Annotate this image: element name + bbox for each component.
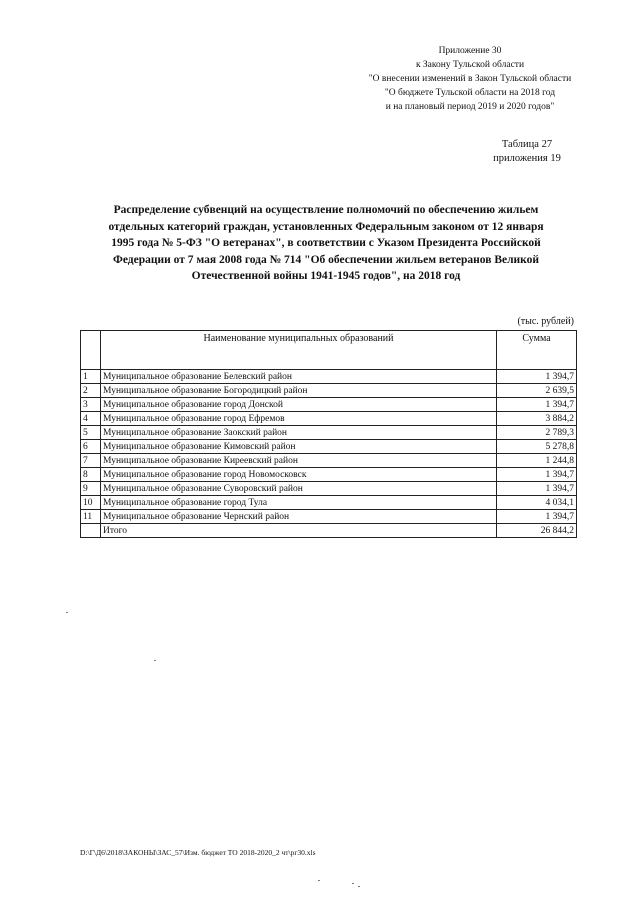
appendix-line: Приложение 30 <box>438 46 502 56</box>
table-row <box>81 496 577 510</box>
row-num: 9 <box>81 482 101 496</box>
table-row <box>81 440 577 454</box>
row-num: 5 <box>81 426 101 440</box>
row-sum: 1 244,8 <box>497 454 577 468</box>
table-row <box>81 454 577 468</box>
row-num: 2 <box>81 384 101 398</box>
title-line: отдельных категорий граждан, установленных Федеральным законом от 12 января <box>108 220 544 233</box>
scan-speck <box>352 883 354 884</box>
row-sum: 3 884,2 <box>497 412 577 426</box>
title-line: Федерации от 7 мая 2008 года № 714 "Об обеспечении жильем ветеранов Великой <box>112 253 540 266</box>
title-line: Отечественной войны 1941-1945 годов", на 2018 год <box>191 270 461 282</box>
row-num: 1 <box>81 370 101 384</box>
row-name: Муниципальное образование Суворовский район <box>101 482 497 496</box>
table-header-row <box>81 331 577 370</box>
file-path-footer: D:\Г\Д6\2018\ЗАКОНЫ\ЗАС_57\Изм. бюджет ТО 2018-2020_2 чт\рг30.xls <box>80 848 316 857</box>
row-name: Муниципальное образование город Донской <box>101 398 497 412</box>
row-name: Муниципальное образование Киреевский район <box>101 454 497 468</box>
row-num: 3 <box>81 398 101 412</box>
row-name: Муниципальное образование город Новомосковск <box>101 468 497 482</box>
table-row <box>81 510 577 524</box>
row-sum: 1 394,7 <box>497 482 577 496</box>
table-row <box>81 384 577 398</box>
scan-speck <box>358 886 360 887</box>
total-label: Итого <box>101 524 497 538</box>
row-sum: 4 034,1 <box>497 496 577 510</box>
table-row <box>81 482 577 496</box>
table-row <box>81 398 577 412</box>
appendix-line: "О внесении изменений в Закон Тульской области <box>368 74 572 84</box>
row-num: 6 <box>81 440 101 454</box>
row-num: 10 <box>81 496 101 510</box>
row-name: Муниципальное образование Чернский район <box>101 510 497 524</box>
total-sum: 26 844,2 <box>497 524 577 538</box>
title-line: 1995 года № 5-ФЗ "О ветеранах", в соответствии с Указом Президента Российской <box>111 237 541 249</box>
scan-speck <box>154 660 156 661</box>
header-name: Наименование муниципальных образований <box>101 331 497 370</box>
row-num: 4 <box>81 412 101 426</box>
row-sum: 5 278,8 <box>497 440 577 454</box>
scan-speck <box>66 612 68 613</box>
table-row <box>81 468 577 482</box>
units-label: (тыс. рублей) <box>517 316 574 327</box>
title-line: Распределение субвенций на осуществление полномочий по обеспечению жильем <box>113 204 539 216</box>
table-row <box>81 426 577 440</box>
table-ref-number: Таблица 27 <box>501 139 553 150</box>
row-name: Муниципальное образование Кимовский район <box>101 440 497 454</box>
table-reference <box>482 138 572 166</box>
row-sum: 1 394,7 <box>497 468 577 482</box>
row-sum: 2 789,3 <box>497 426 577 440</box>
row-num: 7 <box>81 454 101 468</box>
row-sum: 1 394,7 <box>497 510 577 524</box>
row-num: 8 <box>81 468 101 482</box>
header-sum: Сумма <box>497 331 577 370</box>
subventions-table <box>80 330 577 538</box>
row-sum: 2 639,5 <box>497 384 577 398</box>
appendix-header <box>340 44 600 114</box>
scan-speck <box>318 880 320 881</box>
row-name: Муниципальное образование Богородицкий район <box>101 384 497 398</box>
appendix-line: и на плановый период 2019 и 2020 годов" <box>385 102 555 112</box>
row-name: Муниципальное образование город Тула <box>101 496 497 510</box>
appendix-line: к Закону Тульской области <box>415 60 525 70</box>
document-title <box>80 202 572 285</box>
row-name: Муниципальное образование Белевский район <box>101 370 497 384</box>
total-row <box>81 524 577 538</box>
row-num: 11 <box>81 510 101 524</box>
row-sum: 1 394,7 <box>497 370 577 384</box>
header-num <box>81 331 101 370</box>
appendix-line: "О бюджете Тульской области на 2018 год <box>384 88 556 98</box>
table-row <box>81 370 577 384</box>
row-sum: 1 394,7 <box>497 398 577 412</box>
total-num <box>81 524 101 538</box>
table-ref-appendix: приложения 19 <box>493 153 561 164</box>
row-name: Муниципальное образование Заокский район <box>101 426 497 440</box>
row-name: Муниципальное образование город Ефремов <box>101 412 497 426</box>
table-row <box>81 412 577 426</box>
